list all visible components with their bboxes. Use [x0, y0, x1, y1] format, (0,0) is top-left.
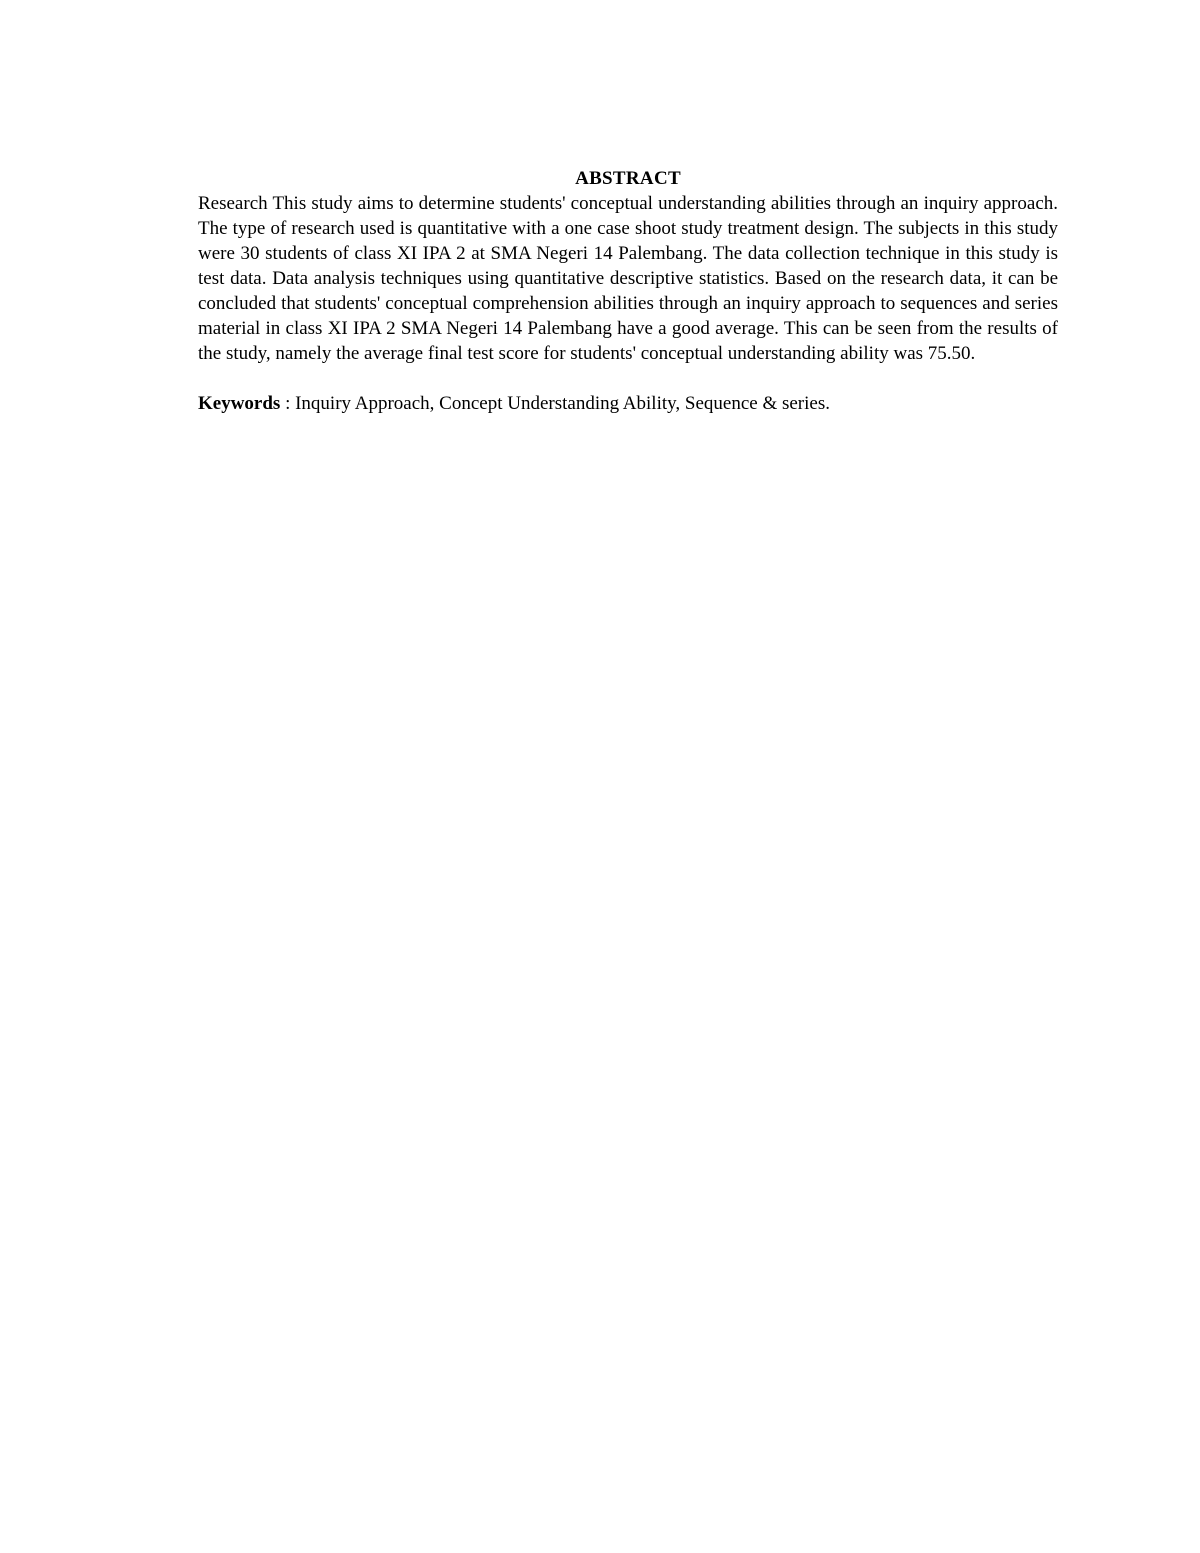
keywords-list: Inquiry Approach, Concept Understanding Ability, Sequence & series.: [295, 393, 830, 414]
keywords-line: [198, 391, 1058, 416]
keywords-separator: :: [280, 393, 296, 414]
abstract-body: Research This study aims to determine students' conceptual understanding abilities through an inquiry approach. The type of research used is quantitative with a one case shoot study treatment design. The subjects in this study were 30 students of class XI IPA 2 at SMA Negeri 14 Palembang. The data collection technique in this study is test data. Data analysis techniques using quantitative descriptive statistics. Based on the research data, it can be concluded that students' conceptual comprehension abilities through an inquiry approach to sequences and series material in class XI IPA 2 SMA Negeri 14 Palembang have a good average. This can be seen from the results of the study, namely the average final test score for students' conceptual understanding ability was 75.50.: [198, 193, 1058, 364]
abstract-section: [198, 166, 1058, 416]
keywords-label: Keywords: [198, 393, 281, 414]
abstract-heading: ABSTRACT: [575, 168, 681, 189]
